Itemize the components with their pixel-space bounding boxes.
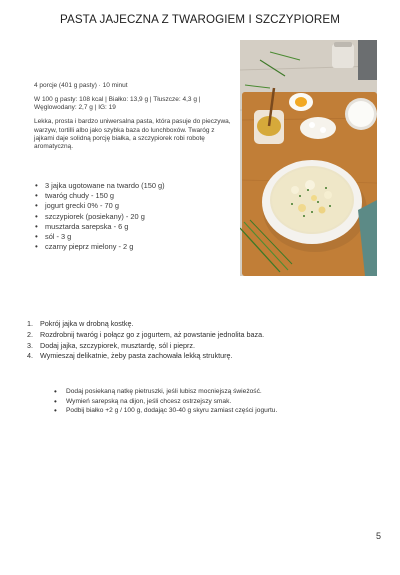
step-number: 2. (27, 329, 33, 339)
tip-item: • Wymień sarepską na dijon, jeśli chcesz ostrzejszy smak. (52, 397, 372, 407)
step-text: Wymieszaj delikatnie, żeby pasta zachowała lekką strukturę. (40, 351, 233, 361)
recipe-title: PASTA JAJECZNA Z TWAROGIEM I SZCZYPIOREM (60, 13, 340, 26)
recipe-info (34, 82, 234, 157)
step-item (25, 330, 375, 341)
step-item (25, 351, 375, 362)
step-number: 1. (27, 319, 33, 328)
recipe-photo (240, 40, 377, 276)
step-number: 4. (27, 351, 33, 361)
step-text: Pokrój jajka w drobną kostkę. (40, 319, 134, 328)
ingredient-item: • szczypiorek (posiekany) - 20 g (34, 212, 234, 222)
step-item (25, 319, 375, 330)
tips-list (52, 387, 372, 416)
nutrition-text: W 100 g pasty: 108 kcal | Białko: 13,9 g | Tłuszcze: 4,3 g | Węglowodany: 2,7 g | IG: 19 (34, 95, 201, 112)
step-text: Dodaj jajka, szczypiorek, musztardę, sól i pieprz. (40, 340, 195, 350)
ingredient-item: • sól - 3 g (34, 232, 234, 242)
tip-item: • Podbij białko +2 g / 100 g, dodając 30-40 g skyru zamiast części jogurtu. (52, 406, 372, 416)
ingredient-item: • twaróg chudy - 150 g (34, 191, 234, 201)
page-number: 5 (375, 531, 381, 541)
step-text: Rozdrobnij twaróg i połącz go z jogurtem, aż powstanie jednolita baza. (40, 329, 265, 339)
ingredient-item: • czarny pieprz mielony - 2 g (34, 242, 234, 252)
servings-text: 4 porcje (401 g pasty) · 10 minut (34, 82, 128, 89)
steps-list (25, 319, 375, 362)
ingredient-item: • musztarda sarepska - 6 g (34, 222, 234, 232)
tip-item: • Dodaj posiekaną natkę pietruszki, jeśli lubisz mocniejszą świeżość. (52, 387, 372, 397)
description-text: Lekka, prosta i bardzo uniwersalna pasta, która pasuje do pieczywa, warzyw, tortilli albo jako szybka baza do lunchboxów. Twaróg z jajkami daje solidną porcję białka, a szczypiorek robi robotę aromatyczną. (34, 118, 231, 151)
ingredient-item: • 3 jajka ugotowane na twardo (150 g) (34, 181, 234, 191)
step-item (25, 341, 375, 352)
ingredient-item: • jogurt grecki 0% - 70 g (34, 201, 234, 211)
ingredients-list (34, 181, 234, 252)
step-number: 3. (27, 340, 33, 350)
